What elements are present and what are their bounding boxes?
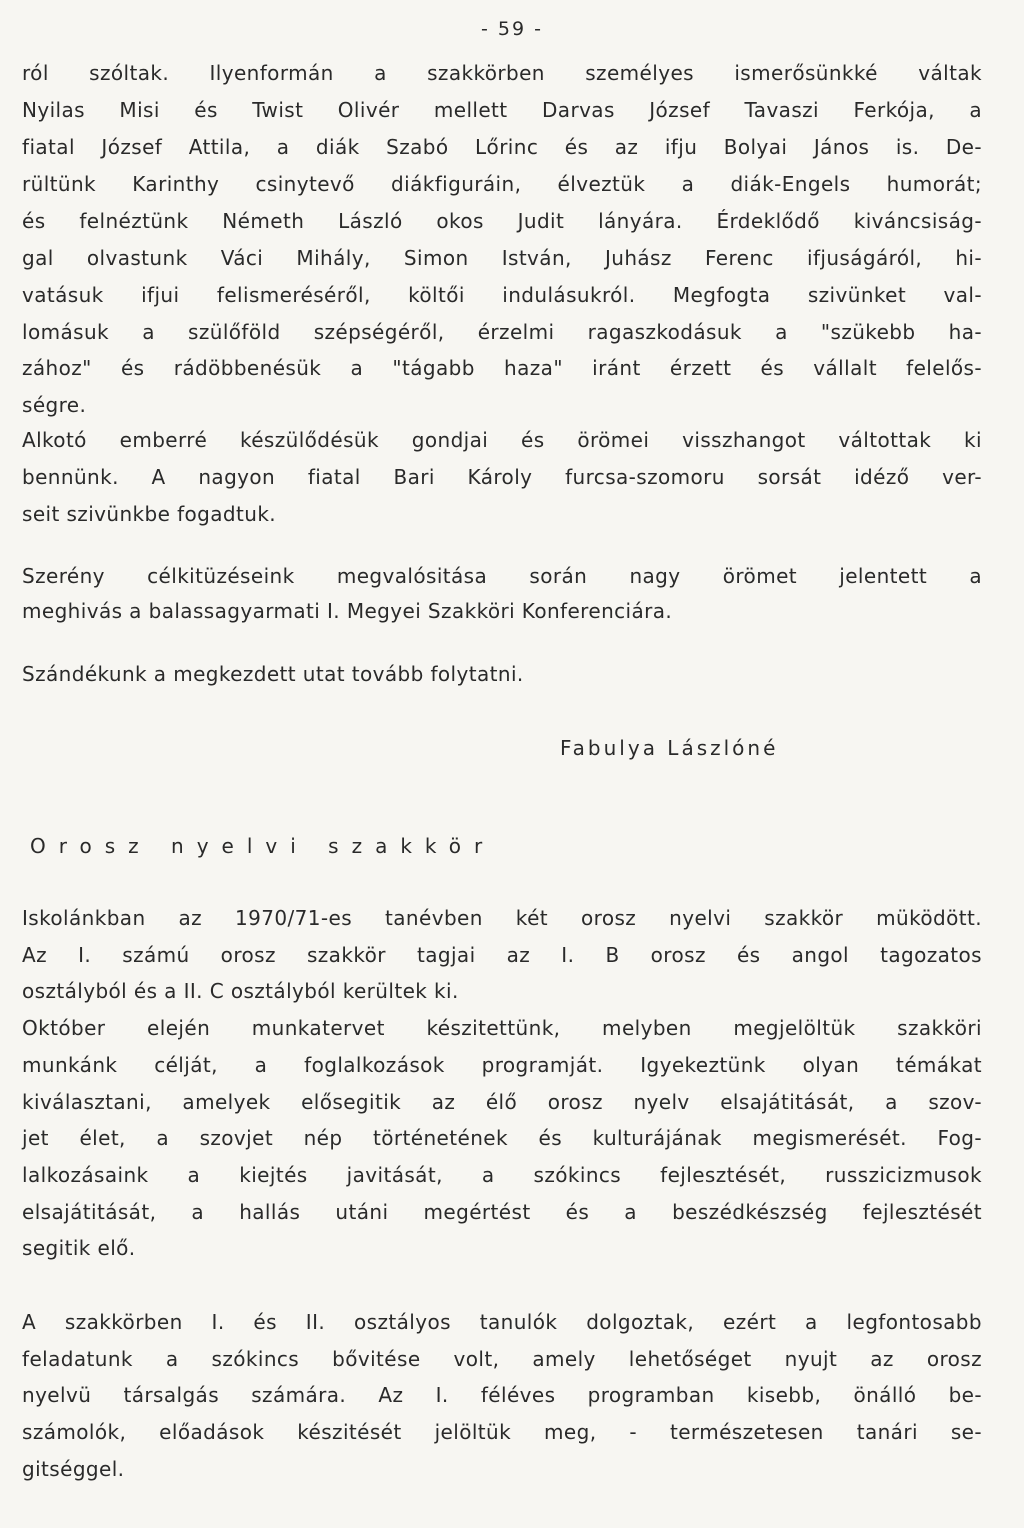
text-line: ról szóltak. Ilyenformán a szakkörben személyes ismerősünkké váltak (22, 61, 982, 85)
text-line: feladatunk a szókincs bővitése volt, amely lehetőséget nyujt az orosz (22, 1347, 982, 1371)
text-line: fiatal József Attila, a diák Szabó Lőrinc és az ifju Bolyai János is. De- (22, 135, 982, 159)
text-line: Nyilas Misi és Twist Olivér mellett Darvas József Tavaszi Ferkója, a (22, 98, 982, 122)
text-line: segitik elő. (22, 1236, 136, 1260)
text-line: gitséggel. (22, 1457, 125, 1481)
text-line: kiválasztani, amelyek elősegitik az élő orosz nyelv elsajátitását, a szov- (22, 1090, 982, 1114)
text-line: munkánk célját, a foglalkozások programját. Igyekeztünk olyan témákat (22, 1053, 982, 1077)
text-line: lalkozásaink a kiejtés javitását, a szókincs fejlesztését, russzicizmusok (22, 1163, 982, 1187)
page-number: - 59 - (481, 18, 543, 40)
text-line: seit szivünkbe fogadtuk. (22, 502, 277, 526)
text-line: vatásuk ifjui felismeréséről, költői indulásukról. Megfogta szivünket val- (22, 283, 982, 307)
text-line: rültünk Karinthy csinytevő diákfiguráin, élveztük a diák-Engels humorát; (22, 172, 982, 196)
text-line: Október elején munkatervet készitettünk, melyben megjelöltük szakköri (22, 1016, 982, 1040)
text-line: A szakkörben I. és II. osztályos tanulók dolgoztak, ezért a legfontosabb (22, 1310, 982, 1334)
signature: Fabulya Lászlóné (560, 736, 779, 760)
text-line: számolók, előadások készitését jelöltük meg, - természetesen tanári se- (22, 1420, 982, 1444)
text-line: Szándékunk a megkezdett utat tovább folytatni. (22, 662, 524, 686)
text-line: lomásuk a szülőföld szépségéről, érzelmi ragaszkodásuk a "szükebb ha- (22, 320, 982, 344)
text-line: Az I. számú orosz szakkör tagjai az I. B orosz és angol tagozatos (22, 943, 982, 967)
text-line: Alkotó emberré készülődésük gondjai és örömei visszhangot váltottak ki (22, 428, 982, 452)
text-line: Szerény célkitüzéseink megvalósitása során nagy örömet jelentett a (22, 564, 982, 588)
section-title: Orosz nyelvi szakkör (30, 834, 496, 858)
text-line: elsajátitását, a hallás utáni megértést és a beszédkészség fejlesztését (22, 1200, 982, 1224)
text-line: jet élet, a szovjet nép történetének és kulturájának megismerését. Fog- (22, 1126, 982, 1150)
text-line: Iskolánkban az 1970/71-es tanévben két orosz nyelvi szakkör müködött. (22, 906, 982, 930)
text-line: zához" és rádöbbenésük a "tágabb haza" iránt érzett és vállalt felelős- (22, 356, 982, 380)
text-line: gal olvastunk Váci Mihály, Simon István, Juhász Ferenc ifjuságáról, hi- (22, 246, 982, 270)
text-line: ségre. (22, 393, 87, 417)
text-line: osztályból és a II. C osztályból kerültek ki. (22, 979, 459, 1003)
text-line: meghivás a balassagyarmati I. Megyei Szakköri Konferenciára. (22, 599, 673, 623)
text-line: nyelvü társalgás számára. Az I. féléves programban kisebb, önálló be- (22, 1383, 982, 1407)
text-line: és felnéztünk Németh László okos Judit lányára. Érdeklődő kiváncsiság- (22, 209, 982, 233)
text-line: bennünk. A nagyon fiatal Bari Károly furcsa-szomoru sorsát idéző ver- (22, 465, 982, 489)
